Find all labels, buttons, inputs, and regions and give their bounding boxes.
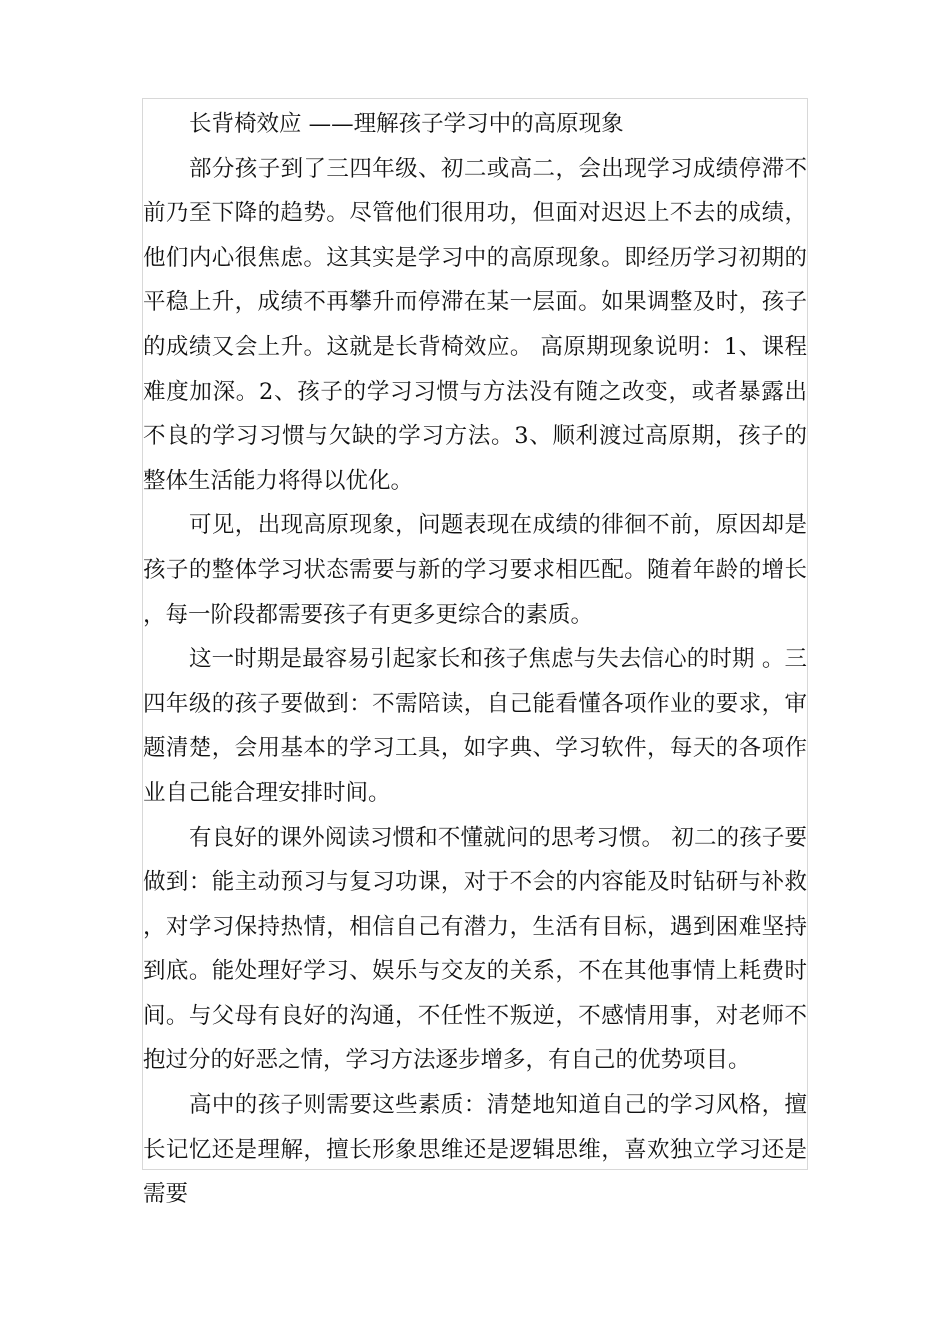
paragraph-1: 部分孩子到了三四年级、初二或高二，会出现学习成绩停滞不前乃至下降的趋势。尽管他们很用功，但面对迟迟上不去的成绩，他们内心很焦虑。这其实是学习中的高原现象。即经历学习初期的平稳上升，成绩不再攀升而停滞在某一层面。如果调整及时，孩子的成绩又会上升。这就是长背椅效应。 高原期现象说明：1、课程难度加深。2、孩子的学习习惯与方法没有随之改变，或者暴露出不良的学习习惯与欠缺的学习方法。3、顺利渡过高原期，孩子的整体生活能力将得以优化。: [143, 155, 807, 494]
paragraph-5: 高中的孩子则需要这些素质：清楚地知道自己的学习风格，擅长记忆还是理解，擅长形象思维还是逻辑思维，喜欢独立学习还是需要: [143, 1092, 807, 1208]
document-title: 长背椅效应 ——理解孩子学习中的高原现象: [189, 111, 624, 137]
paragraph-2: 可见，出现高原现象，问题表现在成绩的徘徊不前，原因却是孩子的整体学习状态需要与新的学习要求相匹配。随着年龄的增长，每一阶段都需要孩子有更多更综合的素质。: [143, 512, 807, 628]
paragraph-4: 有良好的课外阅读习惯和不懂就问的思考习惯。 初二的孩子要做到：能主动预习与复习功课，对于不会的内容能及时钻研与补救，对学习保持热情，相信自己有潜力，生活有目标，遇到困难坚持到底。能处理好学习、娱乐与交友的关系，不在其他事情上耗费时间。与父母有良好的沟通，不任性不叛逆，不感情用事，对老师不抱过分的好恶之情，学习方法逐步增多，有自己的优势项目。: [143, 824, 807, 1074]
paragraph-3: 这一时期是最容易引起家长和孩子焦虑与失去信心的时期 。三四年级的孩子要做到：不需陪读，自己能看懂各项作业的要求，审题清楚，会用基本的学习工具，如字典、学习软件，每天的各项作业自己能合理安排时间。: [143, 646, 807, 806]
document-body: [143, 102, 807, 1217]
